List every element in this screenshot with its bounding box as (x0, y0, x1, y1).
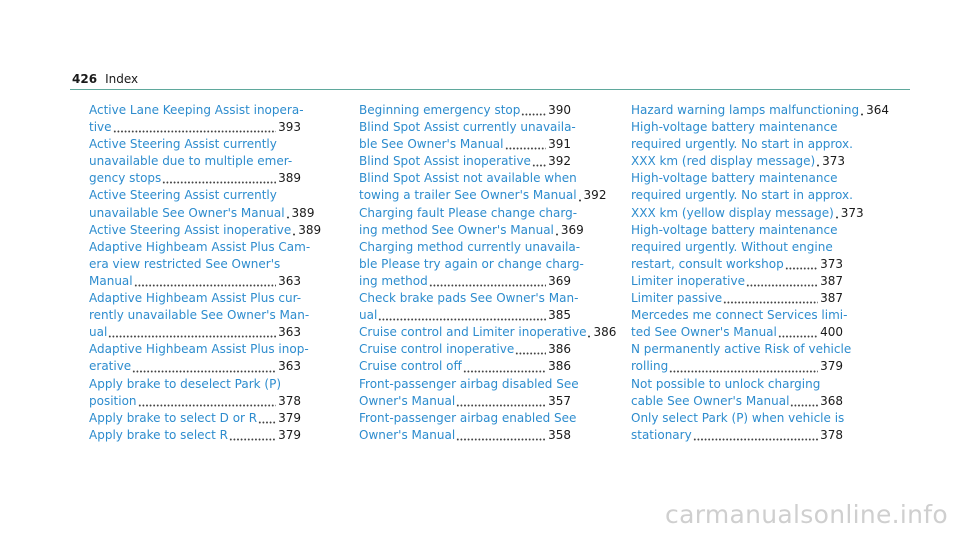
entry-text: required urgently. No start in approx. (631, 188, 853, 203)
dot-leader (816, 164, 820, 167)
entry-text: Blind Spot Assist not available when (359, 171, 577, 186)
dot-leader (286, 216, 290, 219)
dot-leader (138, 404, 277, 407)
entry-text: gency stops (89, 171, 162, 186)
entry-text: Apply brake to select R (89, 427, 228, 442)
dot-leader (746, 284, 818, 287)
entry-page-number[interactable]: 390 (548, 103, 571, 117)
entry-text: erative (89, 359, 132, 374)
entry-page-number[interactable]: 368 (820, 393, 843, 408)
entry-text: Blind Spot Assist inoperative (359, 154, 531, 169)
entry-text: towing a trailer See Owner's Manual (359, 188, 577, 203)
dot-leader (463, 370, 546, 373)
index-column-2 (359, 102, 617, 444)
entry-text: ual (359, 308, 378, 323)
index-entry[interactable] (631, 376, 843, 410)
entry-text: Adaptive Highbeam Assist Plus inop- (89, 342, 309, 357)
index-entry[interactable] (359, 341, 571, 358)
dot-leader (108, 335, 276, 338)
entry-text: ble See Owner's Manual (359, 137, 504, 152)
entry-text: cable See Owner's Manual (631, 393, 790, 408)
entry-page-number[interactable]: 387 (820, 291, 843, 306)
dot-leader (134, 284, 276, 287)
entry-text: Check brake pads See Owner's Man- (359, 291, 579, 306)
entry-page-number[interactable]: 392 (548, 154, 571, 169)
entry-text: Limiter passive (631, 291, 723, 306)
entry-page-number[interactable]: 379 (820, 359, 843, 374)
entry-text: High-voltage battery maintenance (631, 171, 838, 186)
entry-text: ual (89, 325, 108, 340)
dot-leader (723, 301, 818, 304)
entry-text: Cruise control off (359, 359, 462, 374)
index-entry[interactable] (89, 187, 315, 221)
dot-leader (587, 335, 591, 338)
entry-page-number[interactable]: 373 (822, 154, 846, 169)
entry-text: Adaptive Highbeam Assist Plus cur- (89, 291, 302, 306)
entry-text: Active Steering Assist inoperative (89, 222, 292, 237)
entry-text: Owner's Manual (359, 427, 456, 442)
entry-page-number[interactable]: 369 (548, 273, 571, 288)
entry-text: position (89, 393, 137, 408)
dot-leader (835, 216, 839, 219)
index-entry[interactable] (631, 102, 889, 119)
entry-page-number[interactable]: 386 (548, 359, 571, 374)
entry-page-number[interactable]: 391 (548, 137, 571, 152)
entry-text: rently unavailable See Owner's Man- (89, 308, 310, 323)
index-entry[interactable] (359, 290, 579, 324)
entry-page-number[interactable]: 389 (298, 222, 322, 237)
entry-text: Apply brake to select D or R (89, 410, 258, 425)
entry-page-number[interactable]: 386 (593, 325, 617, 340)
entry-text: era view restricted See Owner's (89, 256, 281, 271)
dot-leader (521, 113, 546, 116)
dot-leader (860, 113, 864, 116)
index-entry[interactable] (89, 410, 301, 427)
entry-page-number[interactable]: 378 (820, 427, 843, 442)
dot-leader (578, 199, 582, 202)
section-title: Index (105, 72, 139, 86)
dot-leader (113, 130, 277, 133)
entry-page-number[interactable]: 392 (583, 188, 607, 203)
entry-text: N permanently active Risk of vehicle (631, 342, 852, 357)
entry-text: tive (89, 120, 112, 135)
entry-page-number[interactable]: 379 (278, 410, 301, 425)
entry-text: Cruise control and Limiter inoperative (359, 325, 587, 340)
index-entry[interactable] (89, 136, 301, 187)
entry-text: rolling (631, 359, 669, 374)
entry-page-number[interactable]: 369 (560, 222, 584, 237)
entry-text: Mercedes me connect Services limi- (631, 308, 848, 323)
entry-page-number[interactable]: 378 (278, 393, 301, 408)
entry-text: ted See Owner's Manual (631, 325, 777, 340)
dot-leader (456, 438, 546, 441)
dot-leader (162, 181, 276, 184)
dot-leader (785, 267, 818, 270)
entry-text: Hazard warning lamps malfunctioning (631, 103, 860, 117)
entry-text: ble Please try again or change charg- (359, 256, 584, 271)
entry-text: required urgently. Without engine (631, 239, 833, 254)
page-number: 426 (72, 72, 98, 86)
dot-leader (669, 370, 818, 373)
entry-page-number[interactable]: 363 (278, 273, 301, 288)
index-entry[interactable] (631, 290, 843, 307)
entry-page-number[interactable]: 363 (278, 325, 301, 340)
entry-page-number[interactable]: 364 (866, 103, 889, 117)
index-entry[interactable] (89, 341, 309, 375)
entry-text: stationary (631, 427, 692, 442)
index-entry[interactable] (359, 376, 579, 410)
watermark: carmanualsonline.info (665, 500, 948, 529)
entry-text: ing method See Owner's Manual (359, 222, 554, 237)
entry-page-number[interactable]: 357 (548, 393, 571, 408)
index-entry[interactable] (631, 307, 848, 341)
dot-leader (693, 438, 818, 441)
index-entry[interactable] (359, 205, 584, 239)
dot-leader (229, 438, 276, 441)
index-column-3 (631, 102, 889, 444)
index-entry[interactable] (631, 222, 843, 273)
entry-text: High-voltage battery maintenance (631, 222, 838, 237)
entry-text: Manual (89, 273, 133, 288)
page-header (72, 72, 138, 88)
entry-page-number[interactable]: 389 (291, 205, 315, 220)
index-entry[interactable] (89, 222, 322, 239)
index-entry[interactable] (359, 358, 571, 375)
dot-leader (132, 370, 276, 373)
entry-text: Charging fault Please change charg- (359, 205, 578, 220)
index-entry[interactable] (359, 239, 584, 290)
index-column-1 (89, 102, 322, 444)
entry-text: Active Lane Keeping Assist inopera- (89, 103, 304, 117)
index-entry[interactable] (359, 153, 571, 170)
entry-text: Cruise control inoperative (359, 342, 515, 357)
entry-page-number[interactable]: 373 (840, 205, 864, 220)
entry-text: ing method (359, 273, 428, 288)
entry-text: Owner's Manual (359, 393, 456, 408)
entry-text: Beginning emergency stop (359, 103, 521, 117)
dot-leader (456, 404, 546, 407)
entry-page-number[interactable]: 385 (548, 308, 571, 323)
index-entry[interactable] (89, 239, 311, 290)
entry-page-number[interactable]: 379 (278, 427, 301, 442)
entry-text: unavailable due to multiple emer- (89, 154, 293, 169)
dot-leader (292, 233, 296, 236)
dot-leader (258, 421, 276, 424)
entry-text: Adaptive Highbeam Assist Plus Cam- (89, 239, 311, 254)
entry-page-number[interactable]: 363 (278, 359, 301, 374)
header-rule (70, 89, 910, 90)
entry-text: required urgently. No start in approx. (631, 137, 853, 152)
dot-leader (778, 335, 818, 338)
dot-leader (532, 164, 546, 167)
dot-leader (429, 284, 546, 287)
entry-text: Not possible to unlock charging (631, 376, 821, 391)
entry-text: High-voltage battery maintenance (631, 120, 838, 135)
index-entry[interactable] (631, 341, 852, 375)
entry-text: XXX km (red display message) (631, 154, 816, 169)
entry-text: unavailable See Owner's Manual (89, 205, 285, 220)
index-entry[interactable] (631, 119, 853, 170)
dot-leader (790, 404, 818, 407)
entry-text: restart, consult workshop (631, 256, 784, 271)
index-entry[interactable] (359, 170, 607, 204)
entry-text: Charging method currently unavaila- (359, 239, 581, 254)
index-entry[interactable] (631, 170, 864, 221)
dot-leader (555, 233, 559, 236)
dot-leader (515, 352, 546, 355)
entry-page-number[interactable]: 386 (548, 342, 571, 357)
index-entry[interactable] (359, 119, 576, 153)
index-entry[interactable] (359, 324, 617, 341)
entry-page-number[interactable]: 358 (548, 427, 571, 442)
entry-text: Active Steering Assist currently (89, 188, 277, 203)
index-entry[interactable] (89, 102, 304, 136)
entry-page-number[interactable]: 387 (820, 273, 843, 288)
entry-text: Front-passenger airbag enabled See (359, 410, 577, 425)
index-entry[interactable] (631, 410, 843, 444)
dot-leader (505, 147, 547, 150)
entry-text: Blind Spot Assist currently unavaila- (359, 120, 576, 135)
index-entry[interactable] (89, 290, 310, 341)
entry-page-number[interactable]: 373 (820, 256, 843, 271)
entry-text: Limiter inoperative (631, 273, 745, 288)
index-entry[interactable] (359, 410, 577, 444)
entry-text: XXX km (yellow display message) (631, 205, 834, 220)
index-entry[interactable] (631, 273, 843, 290)
index-entry[interactable] (89, 427, 301, 444)
entry-text: Active Steering Assist currently (89, 137, 277, 152)
entry-page-number[interactable]: 393 (278, 120, 301, 135)
index-entry[interactable] (89, 376, 301, 410)
entry-page-number[interactable]: 389 (278, 171, 301, 186)
entry-text: Front-passenger airbag disabled See (359, 376, 579, 391)
entry-text: Apply brake to deselect Park (P) (89, 376, 281, 391)
entry-text: Only select Park (P) when vehicle is (631, 410, 845, 425)
index-entry[interactable] (359, 102, 571, 119)
dot-leader (378, 318, 546, 321)
entry-page-number[interactable]: 400 (820, 325, 843, 340)
